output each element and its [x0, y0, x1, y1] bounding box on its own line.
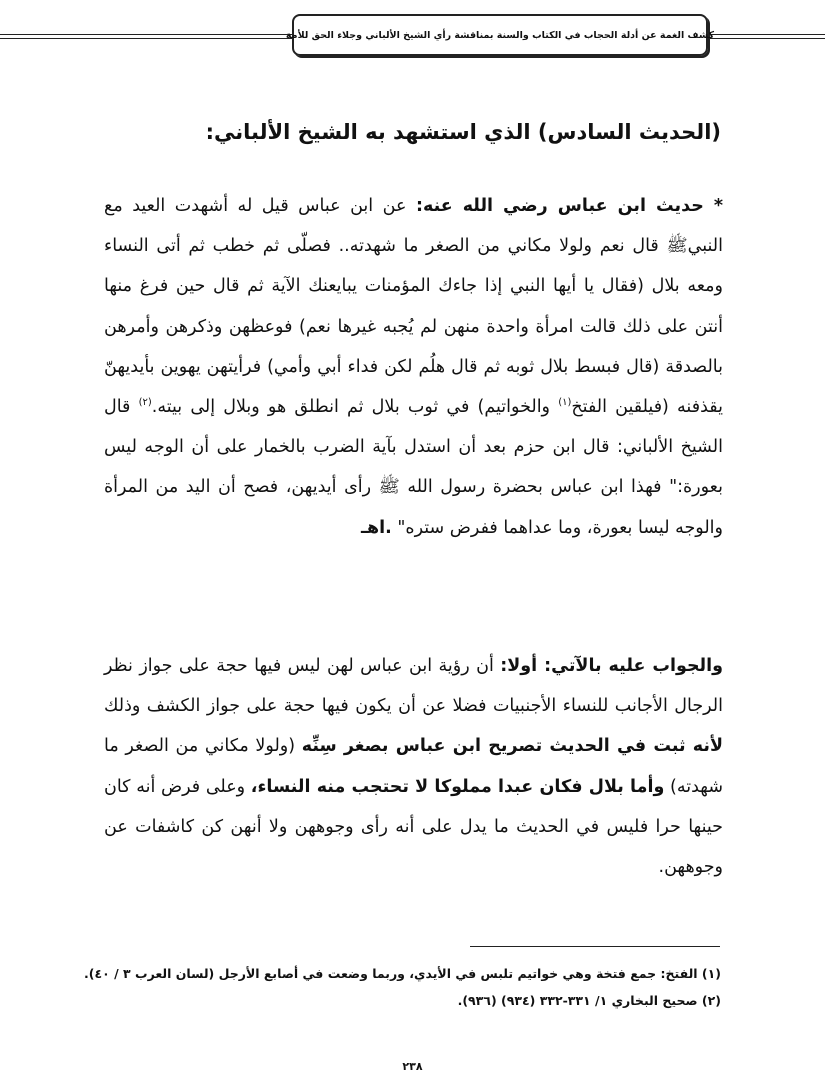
- response-emphasis: وأما بلال فكان عبدا مملوكا لا تحتجب منه النساء،: [250, 776, 665, 797]
- running-title: كشف الغمة عن أدلة الحجاب في الكتاب والسنة بمناقشة رأي الشيخ الألباني وجلاء الحق للأمة: [285, 29, 715, 41]
- quote-end: .اهـ: [361, 517, 392, 538]
- response-text: أن رؤية ابن عباس لهن ليس فيها حجة على جواز نظر الرجال الأجانب للنساء الأجنبيات فضلا عن أن يكون فيها حجة على جواز الكشف وذلك: [104, 656, 723, 717]
- header-rule: [0, 38, 292, 39]
- response-lead: والجواب عليه بالآتي: أولا:: [500, 656, 724, 676]
- footnote-1: (١) الفتخ: جمع فتخة وهي خواتيم تلبس في الأيدي، وربما وضعت في أصابع الأرجل (لسان العرب ٣ / ٤٠).: [84, 966, 721, 981]
- footnote-ref: (١): [558, 397, 572, 409]
- footnote-ref: (٢): [138, 397, 152, 409]
- response-emphasis: لأنه ثبت في الحديث تصريح ابن عباس بصغر سِنِّه: [301, 736, 723, 757]
- running-header: [285, 14, 715, 56]
- paragraph-response: [104, 646, 723, 887]
- hadith-text: والخواتيم) في ثوب بلال ثم انطلق هو وبلال إلى بيته.: [151, 397, 559, 418]
- header-rule: [708, 38, 825, 39]
- response-text: (ولولا مكاني من الصغر ما شهدته): [104, 736, 723, 797]
- hadith-lead: * حديث ابن عباس رضي الله عنه:: [415, 196, 723, 216]
- section-heading: (الحديث السادس) الذي استشهد به الشيخ الألباني:: [205, 120, 721, 144]
- header-rule: [708, 34, 825, 35]
- albani-quote: قال الشيخ الألباني: قال ابن حزم بعد أن استدل بآية الضرب بالخمار على أن الوجه ليس بعورة:" فهذا ابن عباس بحضرة رسول الله ﷺ رأى أيديهن، فصح أن اليد من المرأة والوجه ليسا بعورة، وما عداهما ففرض ستره": [104, 397, 723, 538]
- footnotes: [84, 960, 721, 1014]
- hadith-text: عن ابن عباس قيل له أشهدت العيد مع النبيﷺ قال نعم ولولا مكاني من الصغر ما شهدته.. فصلّى ثم خطب ثم أتى النساء ومعه بلال (فقال يا أيها النبي إذا جاءك المؤمنات يبايعنك الآية ثم قال حين فرغ منها أنتن على ذلك قالت امرأة واحدة منهن لم يُجبه غيرها نعم) فوعظهن وذكرهن وأمرهن بالصدقة (قال فبسط بلال ثوبه ثم قال هلُم لكن فداء أبي وأمي) فرأيتهن يهوين بأيديهنّ يقذفنه (فيلقين الفتخ: [104, 196, 723, 418]
- paragraph-hadith: [104, 186, 723, 548]
- header-rule: [0, 34, 292, 35]
- response-text: وعلى فرض أنه كان حينها حرا فليس في الحديث ما يدل على أنه رأى وجوههن ولا أنهن كن كاشفات عن وجوههن.: [104, 776, 723, 878]
- footnote-2: (٢) صحيح البخاري ١/ ٣٣١-٣٣٢ (٩٣٤) (٩٣٦).: [457, 993, 721, 1008]
- footnote-divider: [470, 946, 720, 947]
- page-number: ٢٣٨: [402, 1060, 423, 1073]
